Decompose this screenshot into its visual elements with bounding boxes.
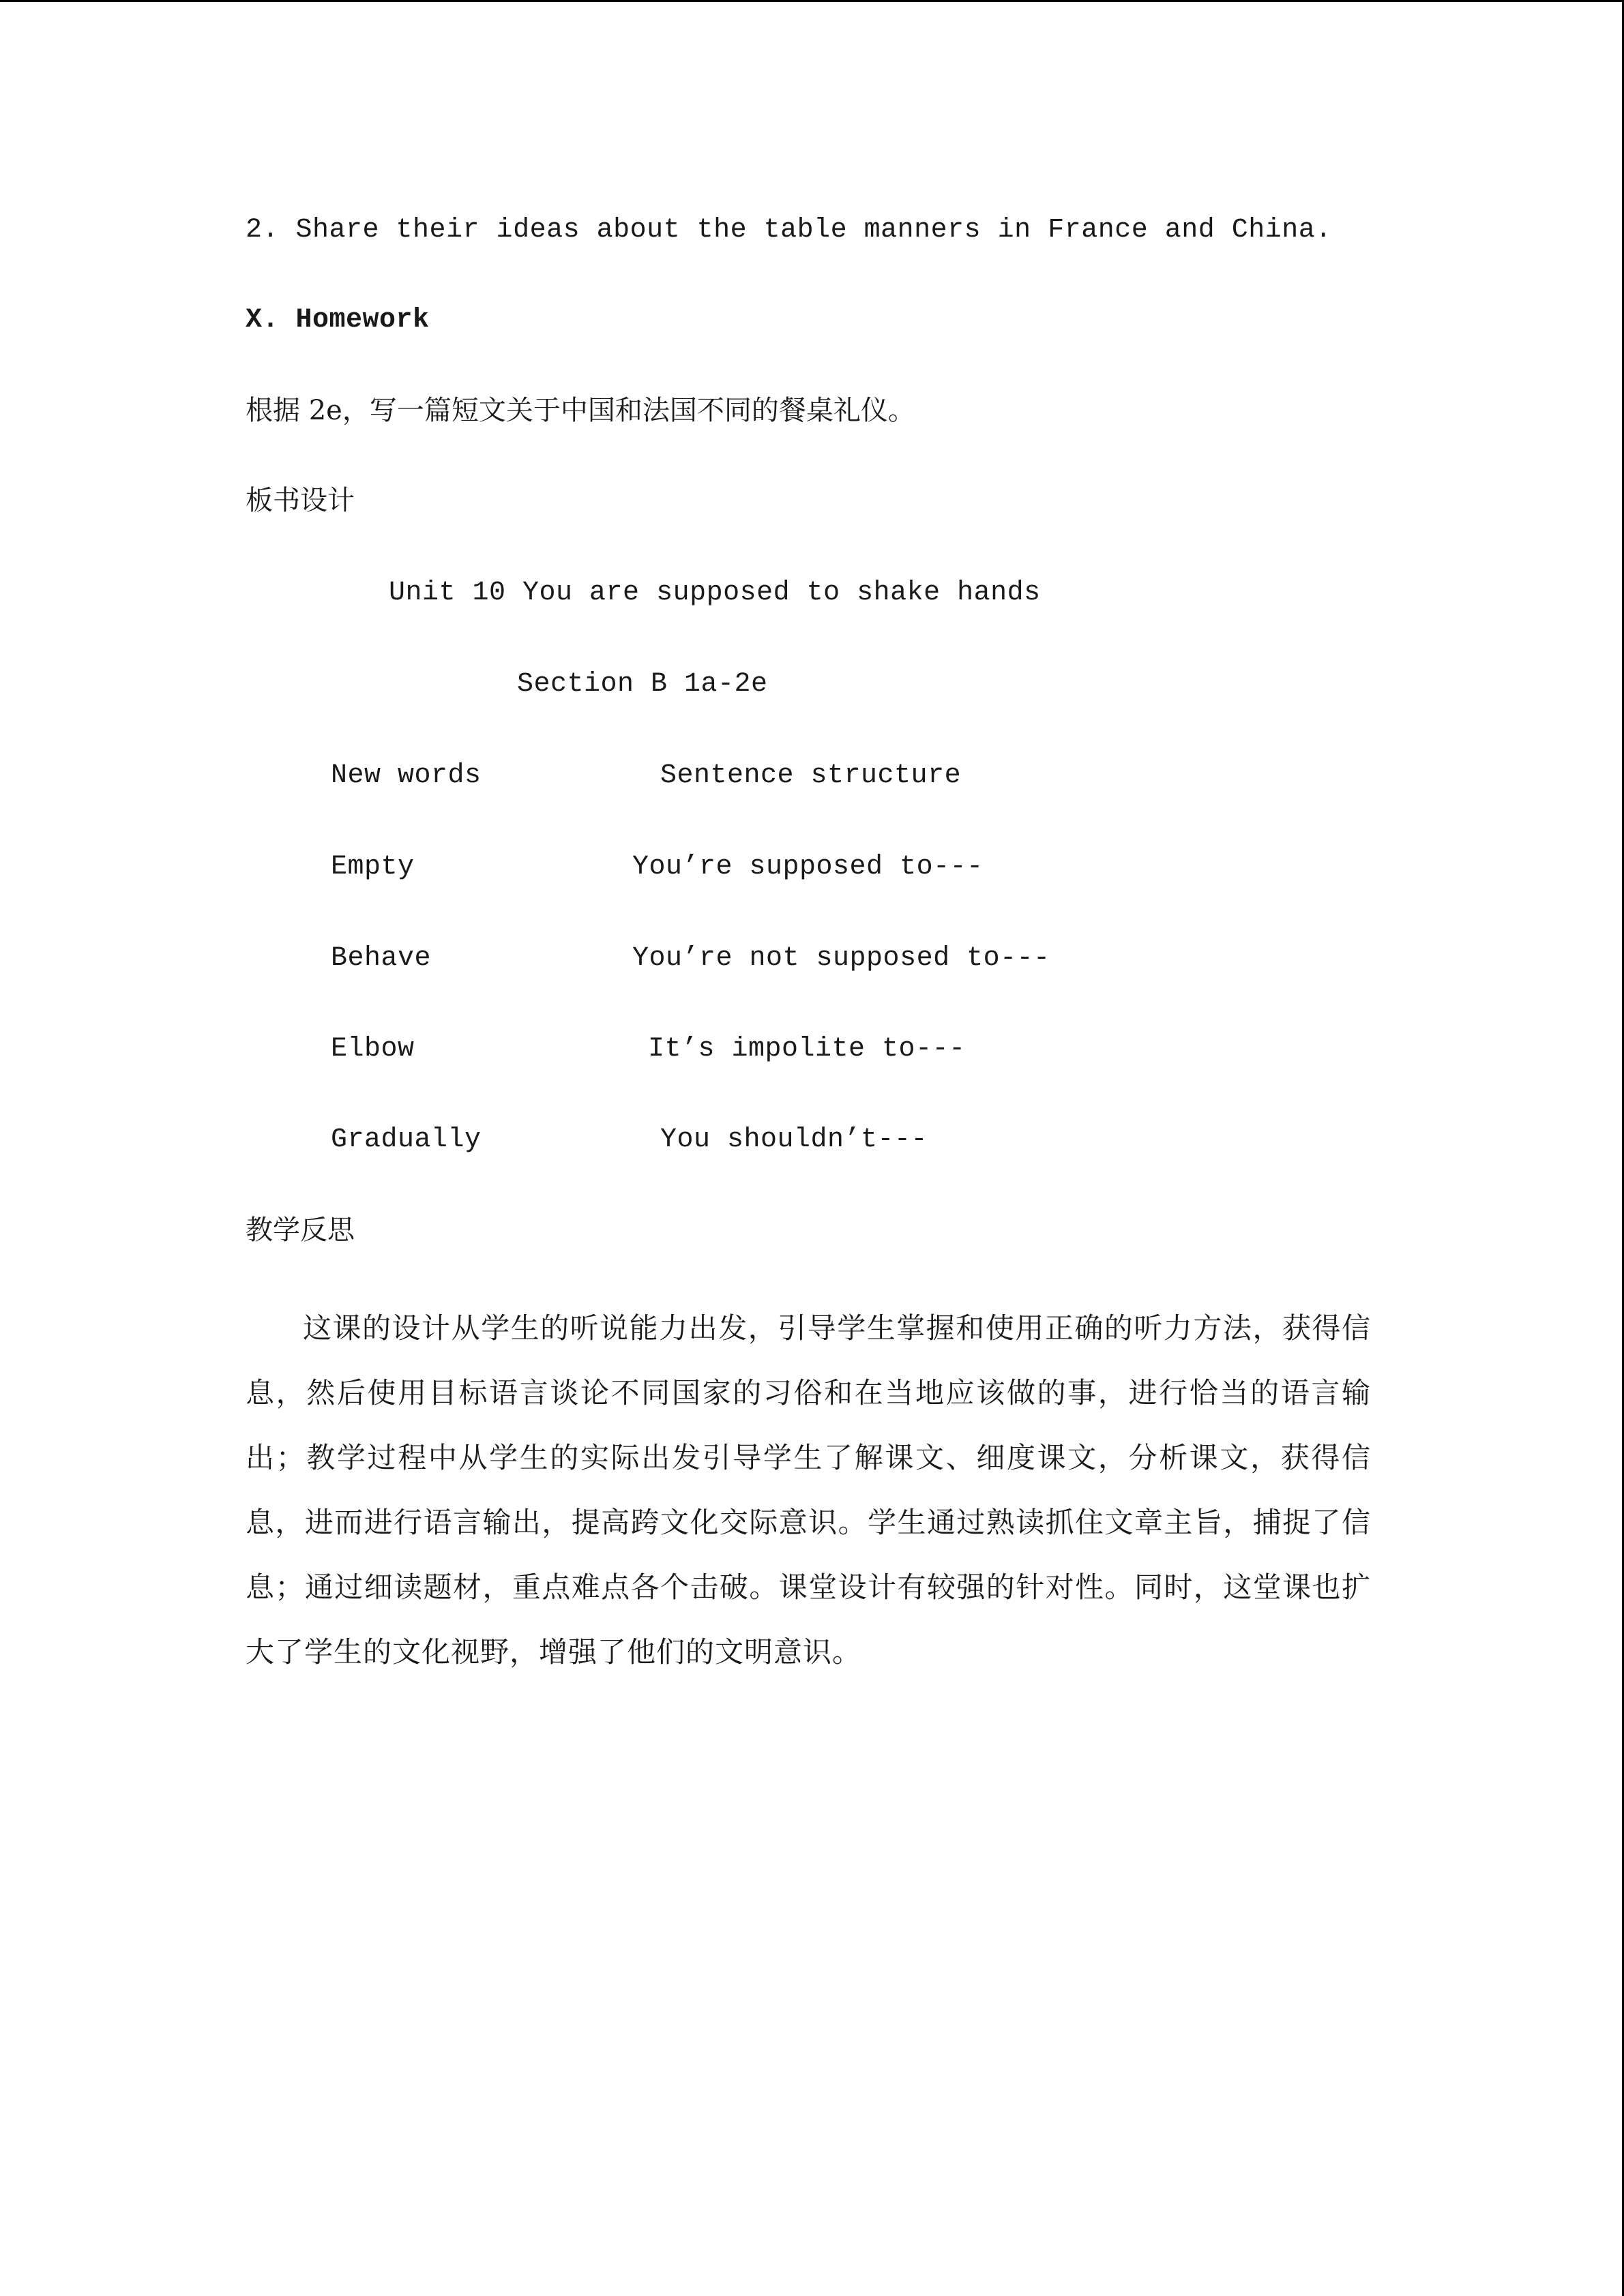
board-structure: You shouldn’t---	[660, 1124, 928, 1155]
wrapup-item-2: 2. Share their ideas about the table manners in France and China.	[246, 215, 1332, 245]
board-structure: It’s impolite to---	[648, 1034, 966, 1064]
board-col-header-right: Sentence structure	[660, 760, 962, 791]
board-word: Gradually	[331, 1124, 482, 1155]
board-word: Behave	[331, 943, 432, 974]
board-col-header-left: New words	[331, 760, 482, 791]
board-word: Elbow	[331, 1034, 415, 1064]
board-structure: You’re not supposed to---	[632, 943, 1050, 974]
board-structure: You’re supposed to---	[632, 852, 984, 882]
board-section-title: Section B 1a-2e	[517, 669, 768, 700]
board-word: Empty	[331, 852, 415, 882]
board-design-heading: 板书设计	[246, 485, 355, 516]
board-unit-title: Unit 10 You are supposed to shake hands	[389, 578, 1041, 608]
reflection-paragraph: 这课的设计从学生的听说能力出发，引导学生掌握和使用正确的听力方法，获得信息，然后使用目标语言谈论不同国家的习俗和在当地应该做的事，进行恰当的语言输出；教学过程中从学生的实际出发引导学生了解课文、细度课文，分析课文，获得信息，进而进行语言输出，提高跨文化交际意识。学生通过熟读抓住文章主旨，捕捉了信息；通过细读题材，重点难点各个击破。课堂设计有较强的针对性。同时，这堂课也扩大了学生的文化视野，增强了他们的文明意识。	[246, 1311, 1371, 1669]
page-border-top	[0, 0, 1624, 2]
homework-text: 根据 2e，写一篇短文关于中国和法国不同的餐桌礼仪。	[246, 395, 915, 426]
homework-heading: X. Homework	[246, 305, 430, 336]
reflection-heading: 教学反思	[246, 1214, 355, 1246]
